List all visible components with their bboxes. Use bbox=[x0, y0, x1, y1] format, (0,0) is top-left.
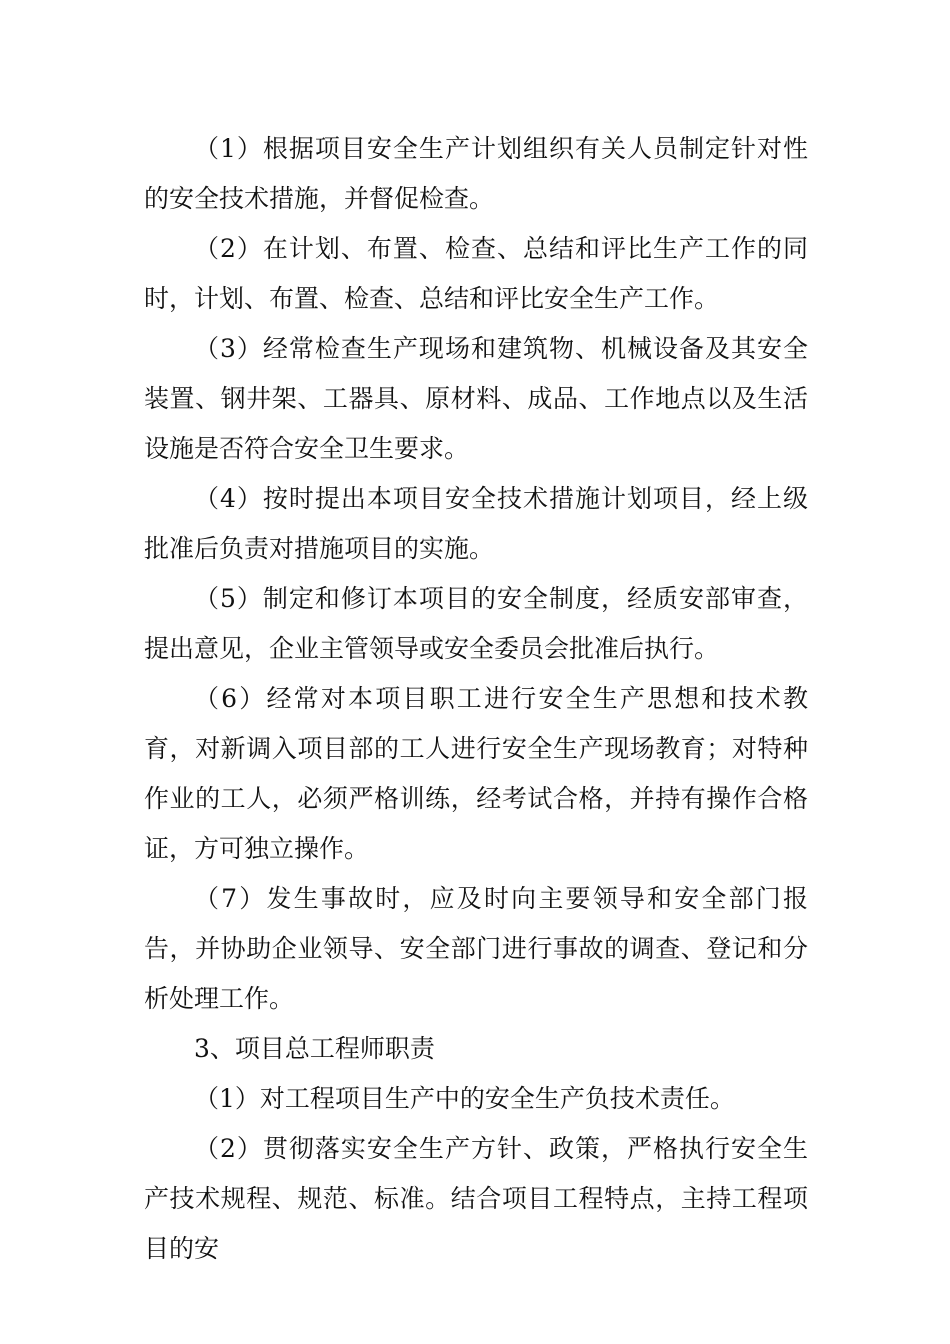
paragraph-2: （2）在计划、布置、检查、总结和评比生产工作的同时，计划、布置、检查、总结和评比安全生产工作。 bbox=[144, 234, 808, 313]
paragraph-3: （3）经常检查生产现场和建筑物、机械设备及其安全装置、钢井架、工器具、原材料、成品、工作地点以及生活设施是否符合安全卫生要求。 bbox=[144, 334, 808, 463]
section-heading: 3、项目总工程师职责 bbox=[194, 1034, 435, 1063]
paragraph-9: （2）贯彻落实安全生产方针、政策，严格执行安全生产技术规程、规范、标准。结合项目工程特点，主持工程项目的安 bbox=[144, 1134, 808, 1263]
document-body bbox=[144, 124, 808, 1274]
paragraph-5: （5）制定和修订本项目的安全制度，经质安部审查，提出意见，企业主管领导或安全委员会批准后执行。 bbox=[144, 584, 808, 663]
paragraph-4: （4）按时提出本项目安全技术措施计划项目，经上级批准后负责对措施项目的实施。 bbox=[144, 484, 808, 563]
paragraph-7: （7）发生事故时，应及时向主要领导和安全部门报告，并协助企业领导、安全部门进行事故的调查、登记和分析处理工作。 bbox=[144, 884, 808, 1013]
paragraph-6: （6）经常对本项目职工进行安全生产思想和技术教育，对新调入项目部的工人进行安全生产现场教育；对特种作业的工人，必须严格训练，经考试合格，并持有操作合格证，方可独立操作。 bbox=[144, 684, 808, 863]
paragraph-1: （1）根据项目安全生产计划组织有关人员制定针对性的安全技术措施，并督促检查。 bbox=[144, 134, 808, 213]
paragraph-8: （1）对工程项目生产中的安全生产负技术责任。 bbox=[194, 1084, 735, 1113]
